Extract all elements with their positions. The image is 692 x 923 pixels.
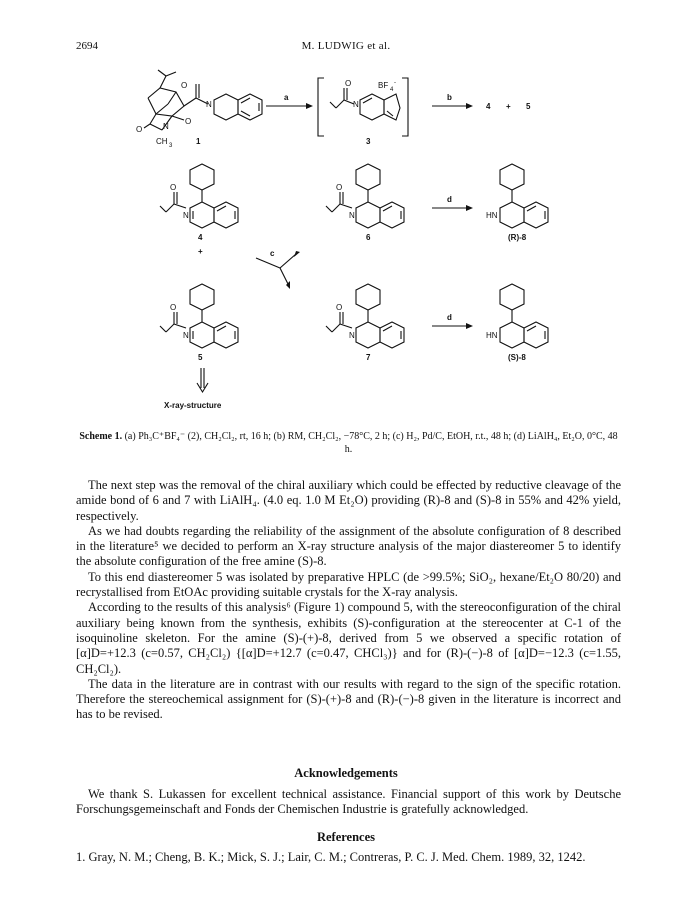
compound-6-structure xyxy=(326,164,404,228)
page-number: 2694 xyxy=(76,40,98,52)
scheme-caption-text: (a) Ph₃C⁺BF₄⁻ (2), CH₂Cl₂, rt, 16 h; (b) RM, CH₂Cl₂, −78°C, 2 h; (c) H₂, Pd/C, EtOH, r.t., 48 h; (d) LiAlH₄, Et₂O, 0°C, 48 h. xyxy=(124,431,618,455)
compound-s8-structure xyxy=(500,284,548,348)
compound-label-5: 5 xyxy=(198,353,203,362)
atom-hn: HN xyxy=(486,331,498,340)
reagent-label-a: a xyxy=(284,93,289,102)
product-label-4: 4 xyxy=(486,102,491,111)
atom-n-plus: N xyxy=(353,100,359,109)
atom-ch3: CH xyxy=(156,137,168,146)
compound-label-6: 6 xyxy=(366,233,371,242)
atom-o: O xyxy=(345,79,352,88)
reagent-label-c: c xyxy=(270,249,275,258)
acknowledgements-heading: Acknowledgements xyxy=(294,766,398,780)
atom-o: O xyxy=(336,303,343,312)
xray-structure-label: X-ray-structure xyxy=(164,401,222,410)
plus-sign: + xyxy=(198,247,203,256)
paragraph: To this end diastereomer 5 was isolated by preparative HPLC (de >99.5%; SiO₂, hexane/Et₂O 80/20) and recrystallised from EtOAc providing suitable crystals for the X-ray analysis. xyxy=(76,569,621,600)
reagent-label-d: d xyxy=(447,195,452,204)
paragraph: As we had doubts regarding the reliability of the assignment of the absolute configuration of 8 described in the literature⁵ we decided to perform an X-ray structure analysis of the major diastereomer 5 to identify the absolute configuration of the free amine (S)-8. xyxy=(76,523,621,569)
compound-label-s8: (S)-8 xyxy=(508,353,526,362)
references-heading: References xyxy=(316,830,376,844)
compound-label-4: 4 xyxy=(198,233,203,242)
atom-o: O xyxy=(336,183,343,192)
body-text xyxy=(76,478,621,723)
references-list xyxy=(76,850,636,865)
atom-n: N xyxy=(349,211,355,220)
compound-label-1: 1 xyxy=(196,137,201,146)
scheme-caption-label: Scheme 1. xyxy=(79,431,123,442)
reaction-scheme xyxy=(0,58,692,418)
reagent-label-b: b xyxy=(447,93,452,102)
counterion-bf4: BF xyxy=(378,81,389,90)
plus-sign: + xyxy=(506,102,511,111)
scheme-caption xyxy=(76,430,621,456)
atom-ch3-subscript: 3 xyxy=(169,143,173,149)
compound-label-3: 3 xyxy=(366,137,371,146)
compound-4-structure xyxy=(160,164,238,228)
compound-1-structure xyxy=(144,70,262,130)
atom-hn: HN xyxy=(486,211,498,220)
atom-n: N xyxy=(349,331,355,340)
compound-5-structure xyxy=(160,284,238,348)
running-title: M. LUDWIG et al. xyxy=(301,40,391,52)
compound-7-structure xyxy=(326,284,404,348)
atom-n: N xyxy=(163,122,169,131)
reagent-label-d: d xyxy=(447,313,452,322)
atom-n: N xyxy=(183,211,189,220)
compound-label-7: 7 xyxy=(366,353,371,362)
atom-o: O xyxy=(170,303,177,312)
product-label-5: 5 xyxy=(526,102,531,111)
paragraph: According to the results of this analysis⁶ (Figure 1) compound 5, with the stereoconfiguration of the chiral auxiliary being known from the synthesis, exhibits (S)-configuration at the stereocenter at C-1 of the isoquinoline skeleton. For the amine (S)-(+)-8, derived from 5 we observed a specific rotation of [α]D=+12.3 (c=0.57, CH₂Cl₂) {[α]D=+12.7 (c=0.47, CHCl₃)} and for (R)-(−)-8 of [α]D=−12.3 (c=1.55, CH₂Cl₂). xyxy=(76,600,621,676)
atom-n: N xyxy=(206,100,212,109)
bracket-right xyxy=(402,78,408,136)
atom-o: O xyxy=(170,183,177,192)
paragraph: We thank S. Lukassen for excellent technical assistance. Financial support of this work by Deutsche Forschungsgemeinschaft and Fonds der Chemischen Industrie is gratefully acknowledged. xyxy=(76,787,621,817)
bracket-left xyxy=(318,78,324,136)
atom-n: N xyxy=(183,331,189,340)
reference-item: 1. Gray, N. M.; Cheng, B. K.; Mick, S. J.; Lair, C. M.; Contreras, P. C. J. Med. Chem. 1989, 32, 1242. xyxy=(76,850,586,864)
atom-o: O xyxy=(181,81,188,90)
arrow-c xyxy=(256,258,280,268)
counterion-bf4-charge: - xyxy=(394,80,396,86)
atom-o: O xyxy=(136,125,143,134)
paragraph: The data in the literature are in contrast with our results with regard to the sign of the specific rotation. Therefore the stereochemical assignment for (S)-(+)-8 and (R)-(−)-8 given in the literature is incorrect and has to be revised. xyxy=(76,676,621,722)
compound-label-r8: (R)-8 xyxy=(508,233,527,242)
compound-r8-structure xyxy=(500,164,548,228)
acknowledgements-text xyxy=(76,787,621,818)
atom-o: O xyxy=(185,117,192,126)
counterion-bf4-subscript: 4 xyxy=(390,87,394,93)
paragraph: The next step was the removal of the chiral auxiliary which could be effected by reductive cleavage of the amide bond of 6 and 7 with LiAlH₄. (4.0 eq. 1.0 M Et₂O) providing (R)-8 and (S)-8 in 55% and 42% yield, respectively. xyxy=(76,478,621,523)
